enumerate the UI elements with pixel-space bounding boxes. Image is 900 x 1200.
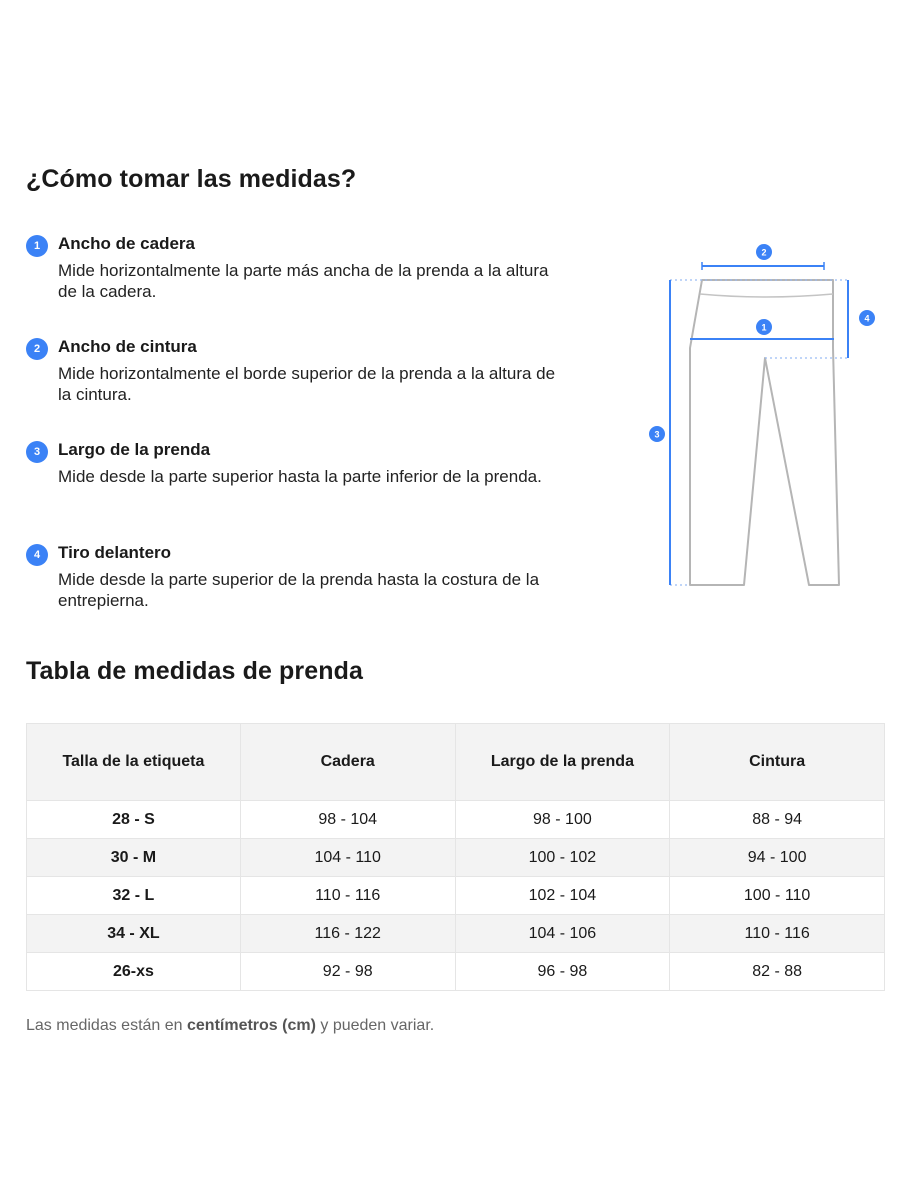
header-size-label: Talla de la etiqueta — [27, 724, 241, 801]
marker-rise-icon — [859, 310, 875, 326]
units-note — [26, 1017, 434, 1035]
step-description: Mide horizontalmente el borde superior de la prenda a la altura de la cintura. — [58, 364, 556, 404]
table-row — [27, 839, 885, 877]
step-number-badge: 2 — [26, 338, 48, 360]
step-title: Largo de la prenda — [58, 440, 211, 459]
cell-size: 32 - L — [27, 877, 241, 915]
cell-hip: 116 - 122 — [240, 915, 455, 953]
step-description: Mide desde la parte superior hasta la parte inferior de la prenda. — [58, 467, 542, 486]
step-title: Tiro delantero — [58, 543, 172, 562]
header-hip: Cadera — [240, 724, 455, 801]
marker-label: 1 — [761, 322, 767, 333]
marker-waist-icon — [756, 244, 772, 260]
marker-label: 3 — [654, 429, 660, 440]
cell-hip: 104 - 110 — [240, 839, 455, 877]
marker-hip-icon — [756, 319, 772, 335]
cell-waist: 82 - 88 — [670, 953, 885, 991]
step-title: Ancho de cintura — [58, 337, 197, 356]
step-number-badge: 1 — [26, 235, 48, 257]
cell-waist: 110 - 116 — [670, 915, 885, 953]
cell-hip: 98 - 104 — [240, 801, 455, 839]
table-header-row — [27, 724, 885, 801]
cell-length: 98 - 100 — [455, 801, 670, 839]
note-units: centímetros (cm) — [187, 1017, 316, 1034]
cell-waist: 100 - 110 — [670, 877, 885, 915]
table-row — [27, 877, 885, 915]
cell-length: 104 - 106 — [455, 915, 670, 953]
table-row — [27, 801, 885, 839]
step-title: Ancho de cadera — [58, 234, 195, 253]
marker-label: 4 — [864, 313, 870, 324]
cell-length: 100 - 102 — [455, 839, 670, 877]
table-row — [27, 953, 885, 991]
marker-length-icon — [649, 426, 665, 442]
table-row — [27, 915, 885, 953]
step-number-badge: 4 — [26, 544, 48, 566]
cell-hip: 110 - 116 — [240, 877, 455, 915]
pants-measurement-diagram — [640, 238, 890, 598]
cell-length: 96 - 98 — [455, 953, 670, 991]
marker-label: 2 — [761, 247, 767, 258]
step-description: Mide desde la parte superior de la prenda hasta la costura de la entrepierna. — [58, 570, 540, 610]
size-table — [26, 723, 885, 991]
cell-size: 30 - M — [27, 839, 241, 877]
cell-waist: 88 - 94 — [670, 801, 885, 839]
note-suffix: y pueden variar. — [315, 1017, 435, 1034]
cell-size: 26-xs — [27, 953, 241, 991]
size-table-title: Tabla de medidas de prenda — [26, 657, 363, 685]
cell-hip: 92 - 98 — [240, 953, 455, 991]
step-number-badge: 3 — [26, 441, 48, 463]
step-description: Mide horizontalmente la parte más ancha de la prenda a la altura de la cadera. — [58, 261, 549, 301]
how-to-measure-title: ¿Cómo tomar las medidas? — [26, 165, 357, 193]
header-waist: Cintura — [670, 724, 885, 801]
cell-waist: 94 - 100 — [670, 839, 885, 877]
cell-size: 34 - XL — [27, 915, 241, 953]
header-length: Largo de la prenda — [455, 724, 670, 801]
cell-size: 28 - S — [27, 801, 241, 839]
cell-length: 102 - 104 — [455, 877, 670, 915]
note-prefix: Las medidas están en — [26, 1017, 187, 1034]
